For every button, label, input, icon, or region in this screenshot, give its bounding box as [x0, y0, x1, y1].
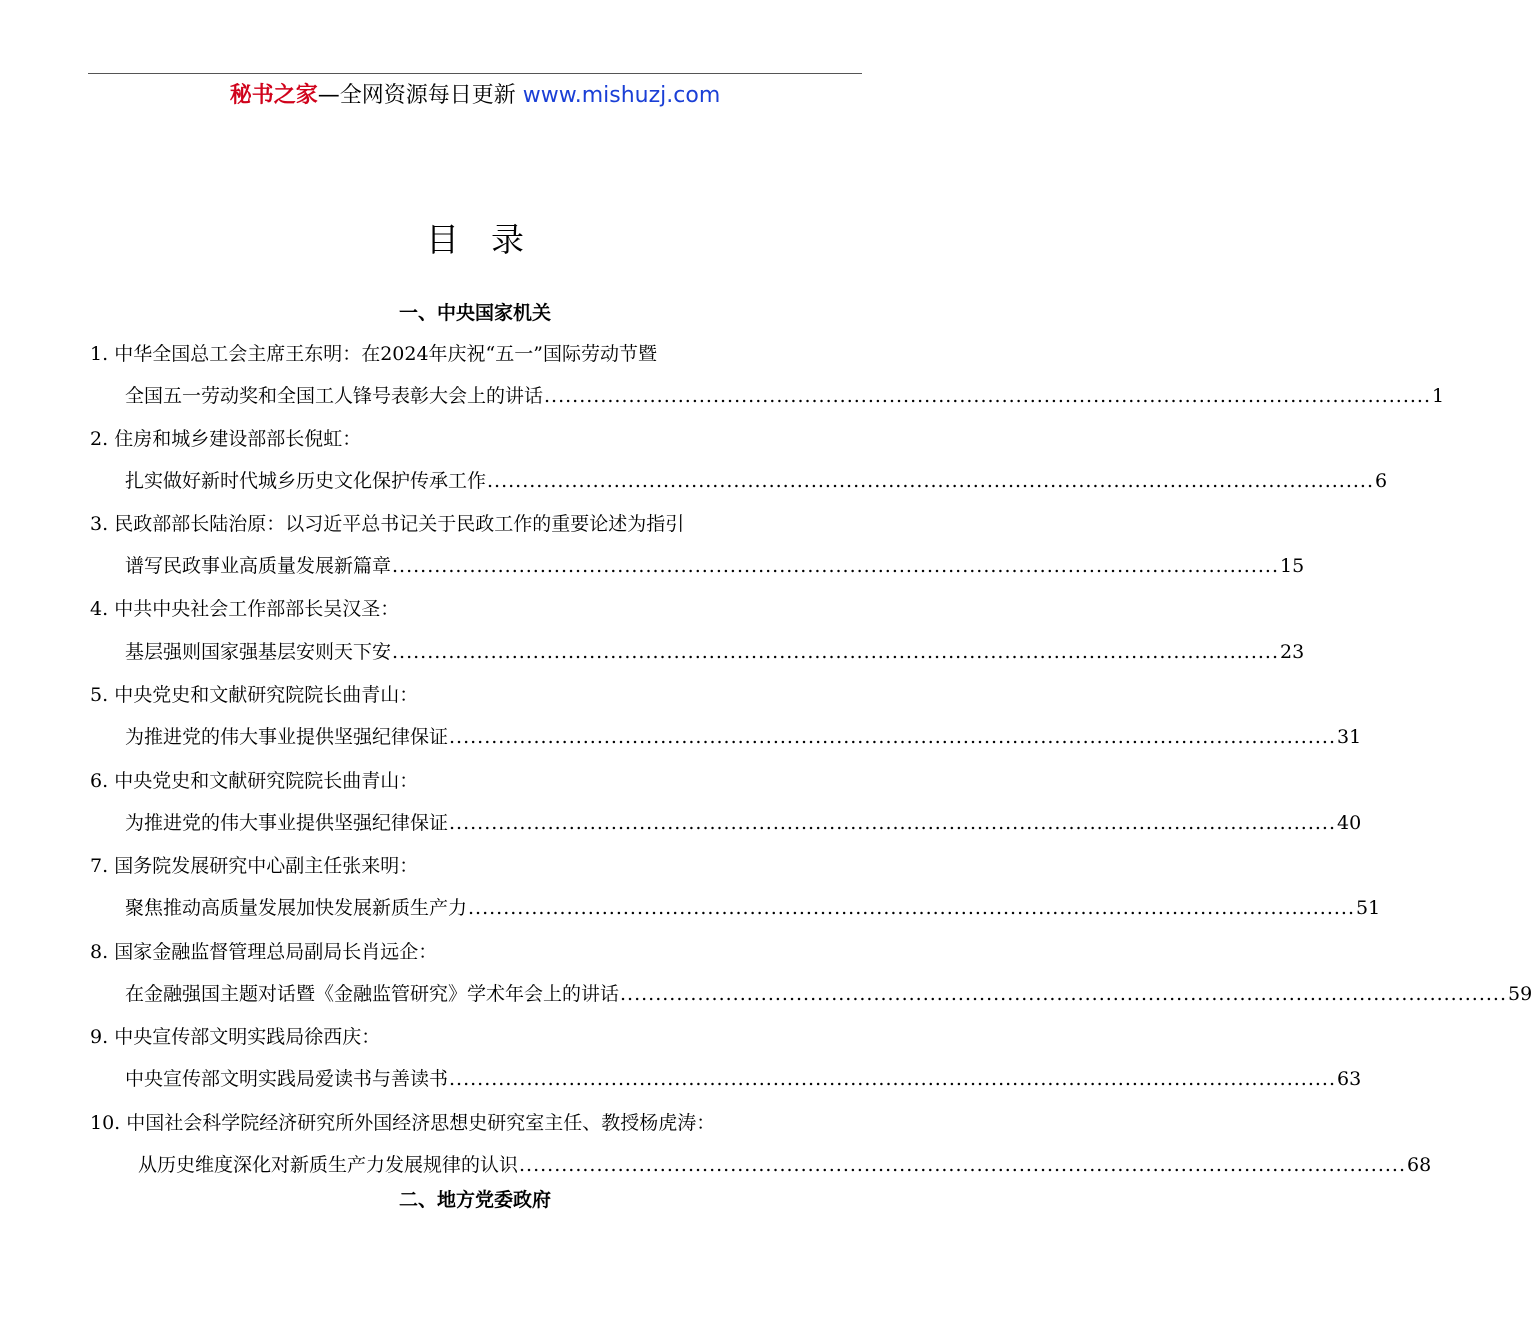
- toc-entry-speaker-text: 民政部部长陆治原：以习近平总书记关于民政工作的重要论述为指引: [114, 513, 685, 535]
- toc-leader-dots: ..............................................................................................................................: [468, 897, 1355, 919]
- toc-entry-number: 7.: [90, 855, 109, 877]
- toc-leader-dots: ..............................................................................................................................: [392, 555, 1279, 577]
- toc-page-number: 1: [1432, 385, 1445, 407]
- toc-entry-8-speaker[interactable]: [90, 938, 437, 966]
- toc-entry-number: 3.: [90, 513, 109, 535]
- toc-entry-speaker-text: 中共中央社会工作部部长吴汉圣：: [114, 598, 400, 620]
- toc-entry-3-speaker[interactable]: [90, 510, 684, 538]
- toc-entry-title-text: 在金融强国主题对话暨《金融监管研究》学术年会上的讲话: [125, 983, 620, 1005]
- toc-entry-speaker-text: 中央党史和文献研究院院长曲青山：: [114, 770, 419, 792]
- toc-entry-2-speaker[interactable]: [90, 425, 361, 453]
- toc-leader-dots: ..............................................................................................................................: [519, 1154, 1406, 1176]
- toc-entry-speaker-text: 住房和城乡建设部部长倪虹：: [114, 428, 362, 450]
- document-title: 目录: [426, 220, 556, 259]
- header-rule: [88, 73, 862, 74]
- toc-entry-title-text: 扎实做好新时代城乡历史文化保护传承工作: [125, 470, 487, 492]
- toc-entry-number: 1.: [90, 343, 109, 365]
- toc-entry-1-speaker[interactable]: [90, 340, 657, 368]
- header-dash: —: [317, 83, 340, 108]
- toc-entry-number: 6.: [90, 770, 109, 792]
- toc-entry-title-text: 基层强则国家强基层安则天下安: [125, 641, 392, 663]
- toc-leader-dots: ..............................................................................................................................: [449, 726, 1336, 748]
- toc-entry-3-title[interactable]: [125, 552, 1305, 580]
- toc-entry-title-text: 谱写民政事业高质量发展新篇章: [125, 555, 392, 577]
- toc-entry-10-title[interactable]: [138, 1151, 1432, 1179]
- toc-entry-1-title[interactable]: [125, 382, 1445, 410]
- toc-entry-title-text: 为推进党的伟大事业提供坚强纪律保证: [125, 812, 449, 834]
- toc-entry-6-title[interactable]: [125, 809, 1362, 837]
- toc-page-number: 15: [1280, 555, 1305, 577]
- toc-entry-speaker-text: 中央宣传部文明实践局徐西庆：: [114, 1026, 381, 1048]
- toc-entry-2-title[interactable]: [125, 467, 1388, 495]
- toc-entry-speaker-text: 中国社会科学院经济研究所外国经济思想史研究室主任、教授杨虎涛：: [126, 1112, 716, 1134]
- toc-entry-title-text: 聚焦推动高质量发展加快发展新质生产力: [125, 897, 468, 919]
- toc-page-number: 59: [1508, 983, 1532, 1005]
- toc-entry-7-speaker[interactable]: [90, 852, 418, 880]
- toc-entry-title-text: 从历史维度深化对新质生产力发展规律的认识: [138, 1154, 519, 1176]
- toc-entry-10-speaker[interactable]: [90, 1109, 715, 1137]
- toc-entry-number: 4.: [90, 598, 109, 620]
- header-brand: 秘书之家: [229, 83, 318, 108]
- toc-entry-8-title[interactable]: [125, 980, 1532, 1008]
- toc-entry-4-speaker[interactable]: [90, 595, 399, 623]
- toc-entry-9-speaker[interactable]: [90, 1023, 380, 1051]
- toc-entry-title-text: 为推进党的伟大事业提供坚强纪律保证: [125, 726, 449, 748]
- toc-page-number: 6: [1375, 470, 1388, 492]
- toc-entry-title-text: 中央宣传部文明实践局爱读书与善读书: [125, 1068, 449, 1090]
- section-heading-central: 一、中央国家机关: [398, 302, 551, 324]
- toc-leader-dots: ..............................................................................................................................: [487, 470, 1374, 492]
- toc-entry-speaker-text: 中华全国总工会主席王东明：在2024年庆祝“五一”国际劳动节暨: [114, 343, 657, 365]
- toc-entry-7-title[interactable]: [125, 894, 1381, 922]
- toc-entry-speaker-text: 中央党史和文献研究院院长曲青山：: [114, 684, 419, 706]
- toc-leader-dots: ..............................................................................................................................: [544, 385, 1431, 407]
- toc-entry-speaker-text: 国务院发展研究中心副主任张来明：: [114, 855, 419, 877]
- toc-entry-5-speaker[interactable]: [90, 681, 418, 709]
- header-slogan: 全网资源每日更新: [339, 83, 523, 108]
- toc-entry-number: 9.: [90, 1026, 109, 1048]
- toc-entry-4-title[interactable]: [125, 638, 1305, 666]
- toc-entry-number: 8.: [90, 941, 109, 963]
- toc-page-number: 40: [1337, 812, 1362, 834]
- section-heading-local: 二、地方党委政府: [398, 1189, 551, 1211]
- toc-page-number: 63: [1337, 1068, 1362, 1090]
- toc-leader-dots: ..............................................................................................................................: [620, 983, 1507, 1005]
- toc-leader-dots: ..............................................................................................................................: [449, 812, 1336, 834]
- toc-entry-number: 5.: [90, 684, 109, 706]
- toc-leader-dots: ..............................................................................................................................: [449, 1068, 1336, 1090]
- toc-entry-number: 2.: [90, 428, 109, 450]
- toc-page-number: 68: [1407, 1154, 1432, 1176]
- toc-page-number: 31: [1337, 726, 1362, 748]
- toc-entry-title-text: 全国五一劳动奖和全国工人锋号表彰大会上的讲话: [125, 385, 544, 407]
- toc-entry-9-title[interactable]: [125, 1065, 1362, 1093]
- toc-page-number: 51: [1356, 897, 1381, 919]
- header-url-link[interactable]: www.mishuzj.com: [522, 83, 721, 108]
- toc-page-number: 23: [1280, 641, 1305, 663]
- toc-entry-number: 10.: [90, 1112, 121, 1134]
- toc-leader-dots: ..............................................................................................................................: [392, 641, 1279, 663]
- toc-entry-6-speaker[interactable]: [90, 767, 418, 795]
- toc-entry-speaker-text: 国家金融监督管理总局副局长肖远企：: [114, 941, 438, 963]
- toc-entry-5-title[interactable]: [125, 723, 1362, 751]
- page-header: [0, 82, 950, 110]
